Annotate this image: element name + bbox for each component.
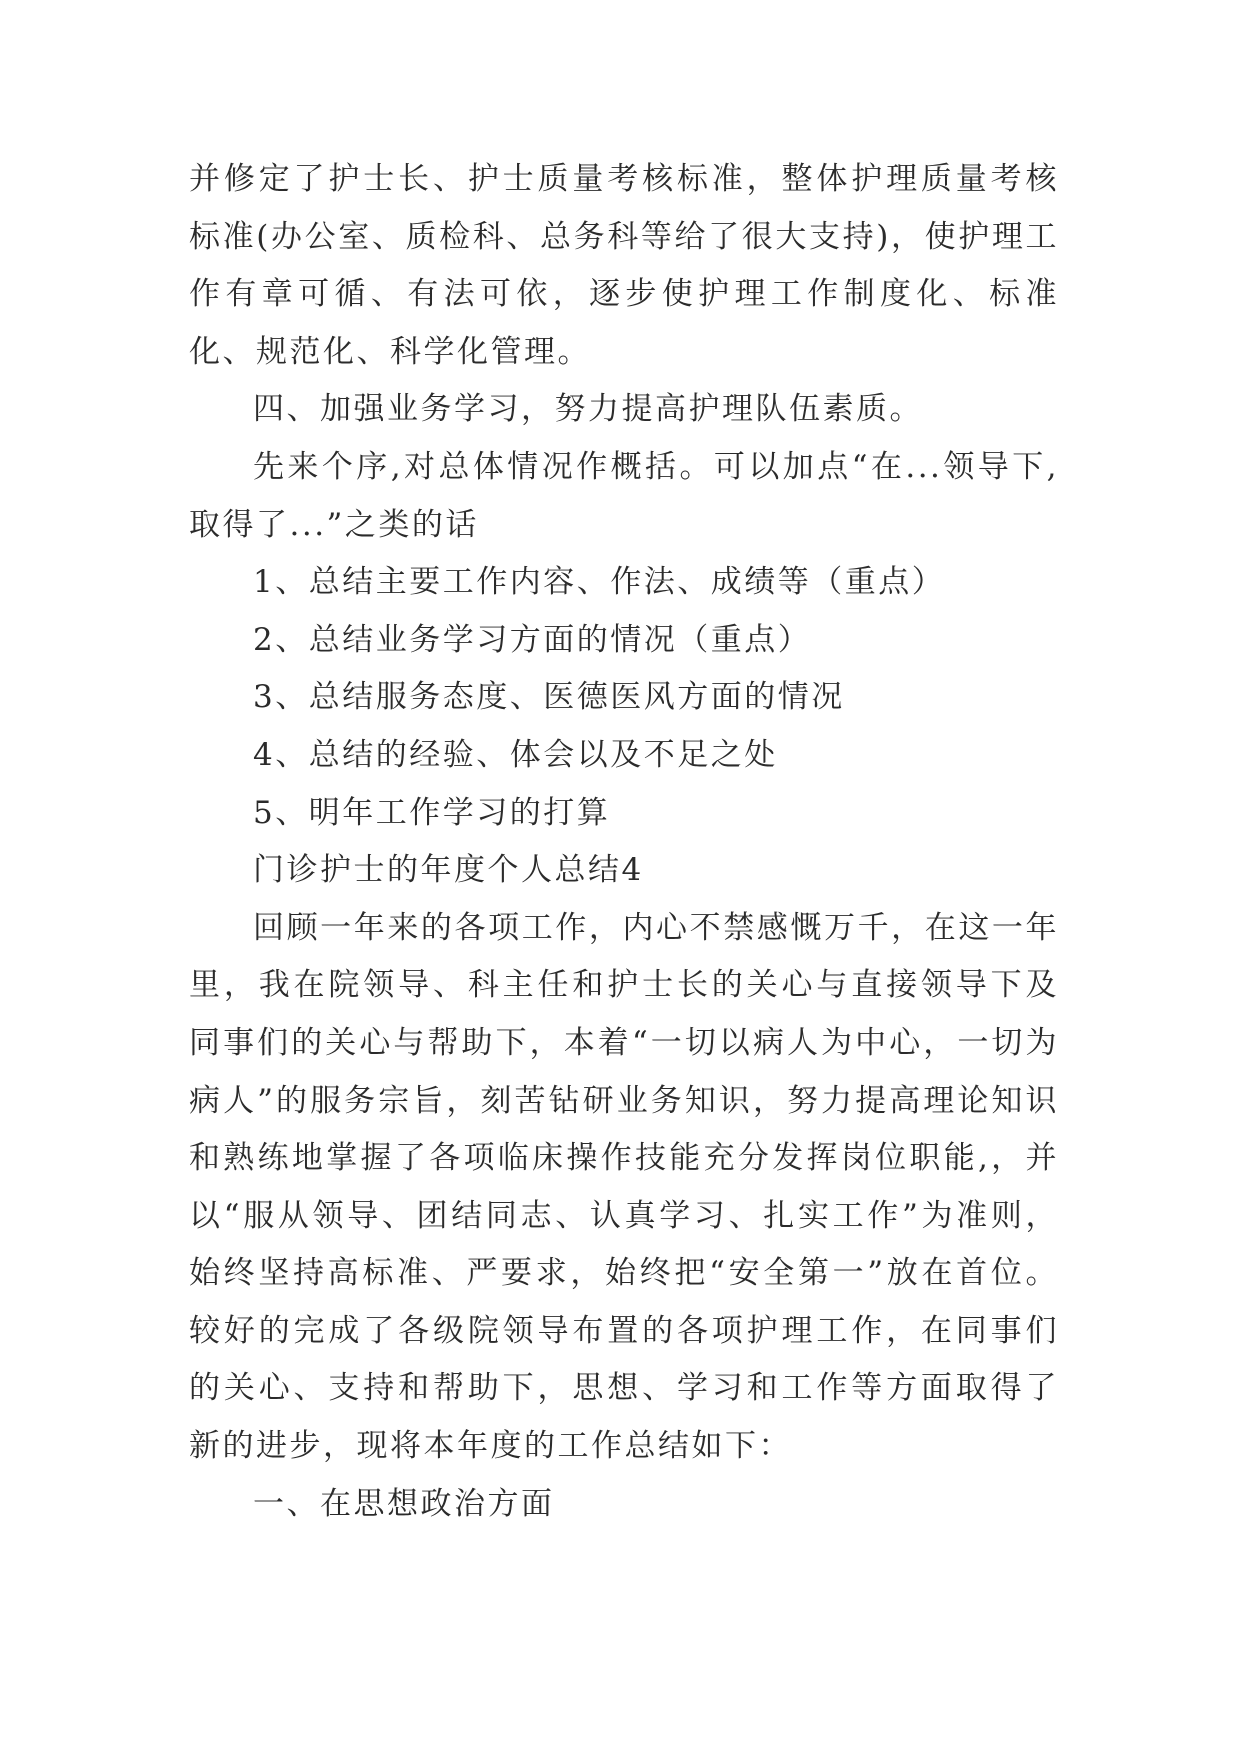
list-item-2: 2、总结业务学习方面的情况（重点） (253, 621, 812, 658)
article-title: 门诊护士的年度个人总结4 (253, 852, 644, 889)
section-heading-4: 四、加强业务学习，努力提高护理队伍素质。 (253, 391, 923, 428)
list-item-5: 5、明年工作学习的打算 (253, 794, 611, 831)
section-heading-1: 一、在思想政治方面 (253, 1485, 555, 1522)
paragraph-review: 回顾一年来的各项工作，内心不禁感慨万千，在这一年里，我在院领导、科主任和护士长的关心与直接领导下及同事们的关心与帮助下，本着“一切以病人为中心，一切为病人”的服务宗旨，刻苦钻研业务知识，努力提高理论知识和熟练地掌握了各项临床操作技能充分发挥岗位职能,，并以“服从领导、团结同志、认真学习、扎实工作”为准则，始终坚持高标准、严要求，始终把“安全第一”放在首位。较好的完成了各级院领导布置的各项护理工作，在同事们的关心、支持和帮助下，思想、学习和工作等方面取得了新的进步，现将本年度的工作总结如下： (189, 909, 1059, 1465)
document-body (189, 151, 1059, 1533)
paragraph-intro-note: 先来个序,对总体情况作概括。可以加点“在...领导下,取得了...”之类的话 (189, 448, 1059, 543)
paragraph-continuation: 并修定了护士长、护士质量考核标准，整体护理质量考核标准(办公室、质检科、总务科等给了很大支持)，使护理工作有章可循、有法可依，逐步使护理工作制度化、标准化、规范化、科学化管理。 (189, 161, 1059, 370)
list-item-1: 1、总结主要工作内容、作法、成绩等（重点） (253, 564, 946, 601)
list-item-3: 3、总结服务态度、医德医风方面的情况 (253, 679, 845, 716)
list-item-4: 4、总结的经验、体会以及不足之处 (253, 736, 778, 773)
